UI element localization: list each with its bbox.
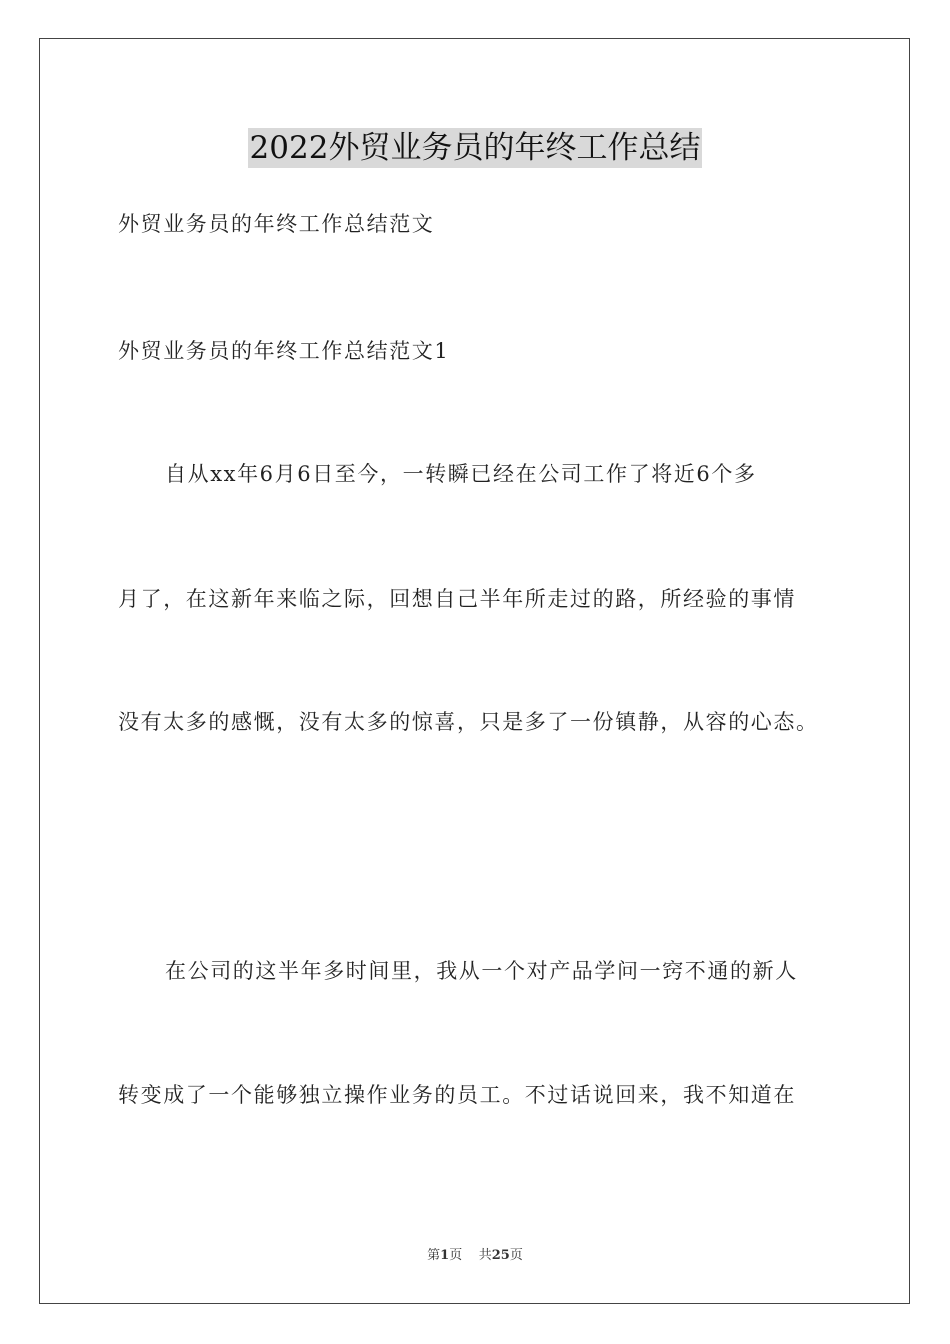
footer-total-prefix: 共 (478, 1248, 492, 1263)
document-title: 2022外贸业务员的年终工作总结 (249, 130, 701, 166)
footer-total-suffix: 页 (509, 1248, 523, 1263)
footer-total-pages: 25 (491, 1248, 510, 1263)
page-footer (0, 1247, 950, 1265)
footer-page-prefix: 第 (427, 1248, 441, 1263)
title-container (0, 128, 950, 168)
footer-page-number: 1 (440, 1248, 450, 1263)
paragraph-1-line-3: 没有太多的感慨，没有太多的惊喜，只是多了一份镇静，从容的心态。 (118, 710, 819, 734)
footer-page-suffix: 页 (449, 1248, 463, 1263)
paragraph-2-line-2: 转变成了一个能够独立操作业务的员工。不过话说回来，我不知道在 (118, 1083, 796, 1107)
paragraph-1-line-2: 月了，在这新年来临之际，回想自己半年所走过的路，所经验的事情 (118, 587, 796, 611)
document-subtitle: 外贸业务员的年终工作总结范文 (118, 212, 435, 236)
section-heading: 外贸业务员的年终工作总结范文1 (118, 339, 450, 363)
paragraph-1-line-1: 自从xx年6月6日至今，一转瞬已经在公司工作了将近6个多 (165, 462, 757, 486)
paragraph-2-line-1: 在公司的这半年多时间里，我从一个对产品学问一窍不通的新人 (165, 959, 798, 983)
